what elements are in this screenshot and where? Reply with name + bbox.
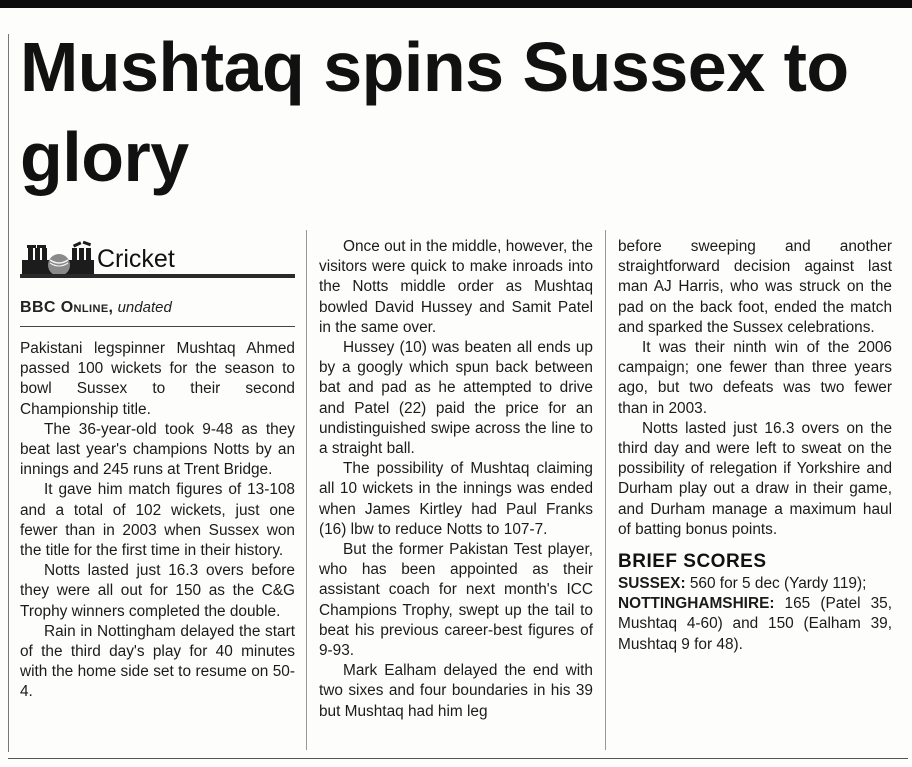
section-underline xyxy=(20,274,295,278)
column-rule xyxy=(306,230,307,750)
source-line xyxy=(20,299,295,317)
section-flag xyxy=(20,236,295,278)
score-line xyxy=(618,594,892,655)
paragraph: Notts lasted just 16.3 overs on the third day and were left to sweat on the possibility of relegation if Yorkshire and Durham play out a draw in their game, and Durham manage a maximum haul of batting bonus points. xyxy=(618,419,892,538)
score-detail: 560 for 5 dec (Yardy 119); xyxy=(685,575,867,593)
paragraph: It gave him match figures of 13-108 and a total of 102 wickets, just one fewer than in 2003 when Sussex won the title for the first time in their history. xyxy=(20,481,295,560)
article-column-1 xyxy=(20,339,295,703)
article-column-2 xyxy=(319,237,593,722)
score-line xyxy=(618,574,892,594)
paragraph: Hussey (10) was beaten all ends up by a googly which spun back between bat and pad as he attempted to drive and Patel (22) paid the price for an undistinguished swipe across the line to a straight ball. xyxy=(319,339,593,458)
paragraph: But the former Pakistan Test player, who has been appointed as their assistant coach for next month's ICC Champions Trophy, swept up the tail to beat his previous career-best figures of 9-93. xyxy=(319,541,593,660)
left-margin-rule xyxy=(8,34,9,752)
source-rule xyxy=(20,326,295,327)
paragraph: before sweeping and another straightforward decision against last man AJ Harris, who was struck on the pad on the back foot, ended the match and sparked the Sussex celebrations. xyxy=(618,238,892,336)
paragraph: Rain in Nottingham delayed the start of the third day's play for 40 minutes with the home side set to resume on 50-4. xyxy=(20,622,295,701)
article-column-3 xyxy=(618,237,892,655)
top-rule xyxy=(0,0,912,8)
paragraph: Pakistani legspinner Mushtaq Ahmed passed 100 wickets for the season to bowl Sussex to their second Championship title. xyxy=(20,340,295,418)
paragraph: Once out in the middle, however, the visitors were quick to make inroads into the Notts middle order as Mushtaq bowled David Hussey and Samit Patel in the same over. xyxy=(319,238,593,336)
cricket-stumps-icon xyxy=(20,238,94,278)
paragraph: Notts lasted just 16.3 overs before they were all out for 150 as the C&G Trophy winners completed the double. xyxy=(20,562,295,620)
paragraph: The possibility of Mushtaq claiming all 10 wickets in the innings was ended when James Kirtley had Paul Franks (16) lbw to reduce Notts to 107-7. xyxy=(319,460,593,538)
score-team: NOTTINGHAMSHIRE: xyxy=(618,595,775,613)
headline: Mushtaq spins Sussex to glory xyxy=(20,28,849,196)
score-team: SUSSEX: xyxy=(618,575,686,593)
brief-scores-heading: BRIEF SCORES xyxy=(618,551,767,573)
paragraph: Mark Ealham delayed the end with two sixes and four boundaries in his 39 but Mushtaq had him leg xyxy=(319,662,593,720)
section-label: Cricket xyxy=(97,245,175,273)
paragraph: It was their ninth win of the 2006 campaign; one fewer than three years ago, but two defeats was two fewer than in 2003. xyxy=(618,339,892,417)
bottom-rule xyxy=(8,758,908,759)
source-date: undated xyxy=(117,299,172,316)
source-name: BBC Online, xyxy=(20,299,114,316)
column-rule xyxy=(605,230,606,750)
score-detail: 165 (Patel 35, Mushtaq 4-60) and 150 (Ealham 39, Mushtaq 9 for 48). xyxy=(618,595,892,653)
paragraph: The 36-year-old took 9-48 as they beat last year's champions Notts by an innings and 245 runs at Trent Bridge. xyxy=(20,420,295,479)
